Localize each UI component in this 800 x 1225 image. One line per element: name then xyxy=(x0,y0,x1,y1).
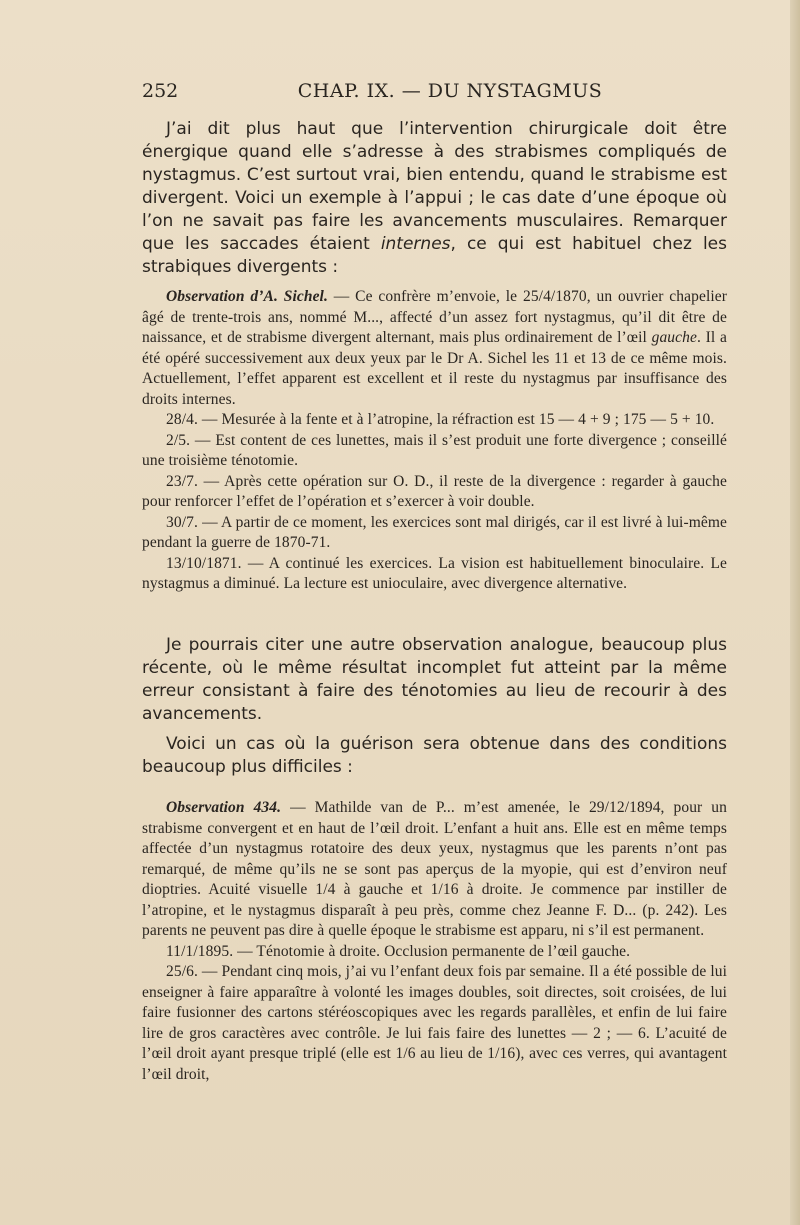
intro-text-pre: J’ai dit plus haut que l’intervention chirurgicale doit être énergique quand elle s’adresse à des strabismes compliqués de nystagmus. C’est surtout vrai, bien entendu, quand le strabisme est divergent. Voici un exemple à l’appui ; le cas date d’une époque où l’on ne savait pas faire les avancements musculaires. Remarquer que les saccades étaient xyxy=(142,119,727,254)
page-edge-shadow xyxy=(790,0,800,1225)
observation-paragraph: 11/1/1895. — Ténotomie à droite. Occlusion permanente de l’œil gauche. xyxy=(166,942,631,960)
observation-paragraph: 2/5. — Est content de ces lunettes, mais il s’est produit une forte divergence ; conseillé une troisième ténotomie. xyxy=(142,431,727,469)
intro-paragraph xyxy=(142,118,727,279)
intro-text-emphasis: internes xyxy=(380,234,451,254)
observation-434 xyxy=(142,798,727,1085)
second-intro-text: Voici un cas où la guérison sera obtenue dans des conditions beaucoup plus difficiles : xyxy=(142,734,727,777)
observation-paragraph: 28/4. — Mesurée à la fente et à l’atropine, la réfraction est 15 — 4 + 9 ; 175 — 5 + 10. xyxy=(166,411,715,428)
middle-paragraph-text: Je pourrais citer une autre observation analogue, beaucoup plus récente, où le même résultat incomplet fut atteint par la même erreur consistant à faire des ténotomies au lieu de recourir à des avancements. xyxy=(142,635,727,724)
observation-paragraph: 30/7. — A partir de ce moment, les exercices sont mal dirigés, car il est livré à lui-même pendant la guerre de 1870-71. xyxy=(142,513,727,551)
observation-text: — Mathilde van de P... m’est amenée, le 29/12/1894, pour un strabisme convergent et en haut de l’œil droit. L’enfant a huit ans. Elle est en même temps affectée d’un nystagmus rotatoire des deux yeux, nystagmus que les parents n’ont pas remarqué, de même qu’ils ne se sont pas aperçus de la myopie, qui est d’environ neuf dioptries. Acuité visuelle 1/4 à gauche et 1/16 à droite. Je commence par instiller de l’atropine, et le nystagmus disparaît à peu près, comme chez Jeanne F. D... (p. 242). Les parents ne peuvent pas dire à quelle époque le strabisme est apparu, ni s’il est permanent. xyxy=(142,799,727,939)
observation-paragraph: 13/10/1871. — A continué les exercices. La vision est habituellement binoculaire. Le nystagmus a diminué. La lecture est unioculaire, avec divergence alternative. xyxy=(142,554,727,592)
running-title: CHAP. IX. — DU NYSTAGMUS xyxy=(297,80,603,102)
observation-paragraph: 23/7. — Après cette opération sur O. D., il reste de la divergence : regarder à gauche pour renforcer l’effet de l’opération et s’exercer à voir double. xyxy=(142,472,727,510)
observation-heading: Observation 434. xyxy=(166,799,282,816)
observation-text: — Ce confrère m’envoie, le 25/4/1870, un ouvrier chapelier âgé de trente-trois ans, nommé M..., affecté d’un assez fort nystagmus, qu’il dit être de naissance, et de strabisme divergent alternant, mais plus ordinairement de l’œil xyxy=(142,288,727,346)
page-header xyxy=(140,80,720,110)
second-intro-paragraph xyxy=(142,733,727,779)
intro-text-post: , ce qui est habituel chez les strabiques divergents : xyxy=(142,234,727,277)
observation-paragraph xyxy=(142,287,727,410)
observation-paragraph: 25/6. — Pendant cinq mois, j’ai vu l’enfant deux fois par semaine. Il a été possible de lui enseigner à faire apparaître à volonté les images doubles, soit directes, soit croisées, de lui faire fusionner des cartons stéréoscopiques avec les regards parallèles, et enfin de lui faire lire de gros caractères avec contrôle. Je lui fais faire des lunettes — 2 ; — 6. L’acuité de l’œil droit ayant presque triplé (elle est 1/6 au lieu de 1/16), avec ces verres, qui avantagent l’œil droit, xyxy=(142,963,727,1083)
observation-paragraph xyxy=(142,798,727,942)
observation-emphasis: gauche xyxy=(651,329,697,346)
observation-sichel xyxy=(142,287,727,595)
page-number: 252 xyxy=(142,80,179,102)
observation-text: . Il a été opéré successivement aux deux yeux par le Dr A. Sichel les 11 et 13 de ce même mois. Actuellement, l’effet apparent est excellent et il reste du nystagmus par insuffisance des droits internes. xyxy=(142,329,727,408)
observation-heading: Observation d’A. Sichel. xyxy=(166,288,328,305)
middle-paragraph xyxy=(142,634,727,726)
